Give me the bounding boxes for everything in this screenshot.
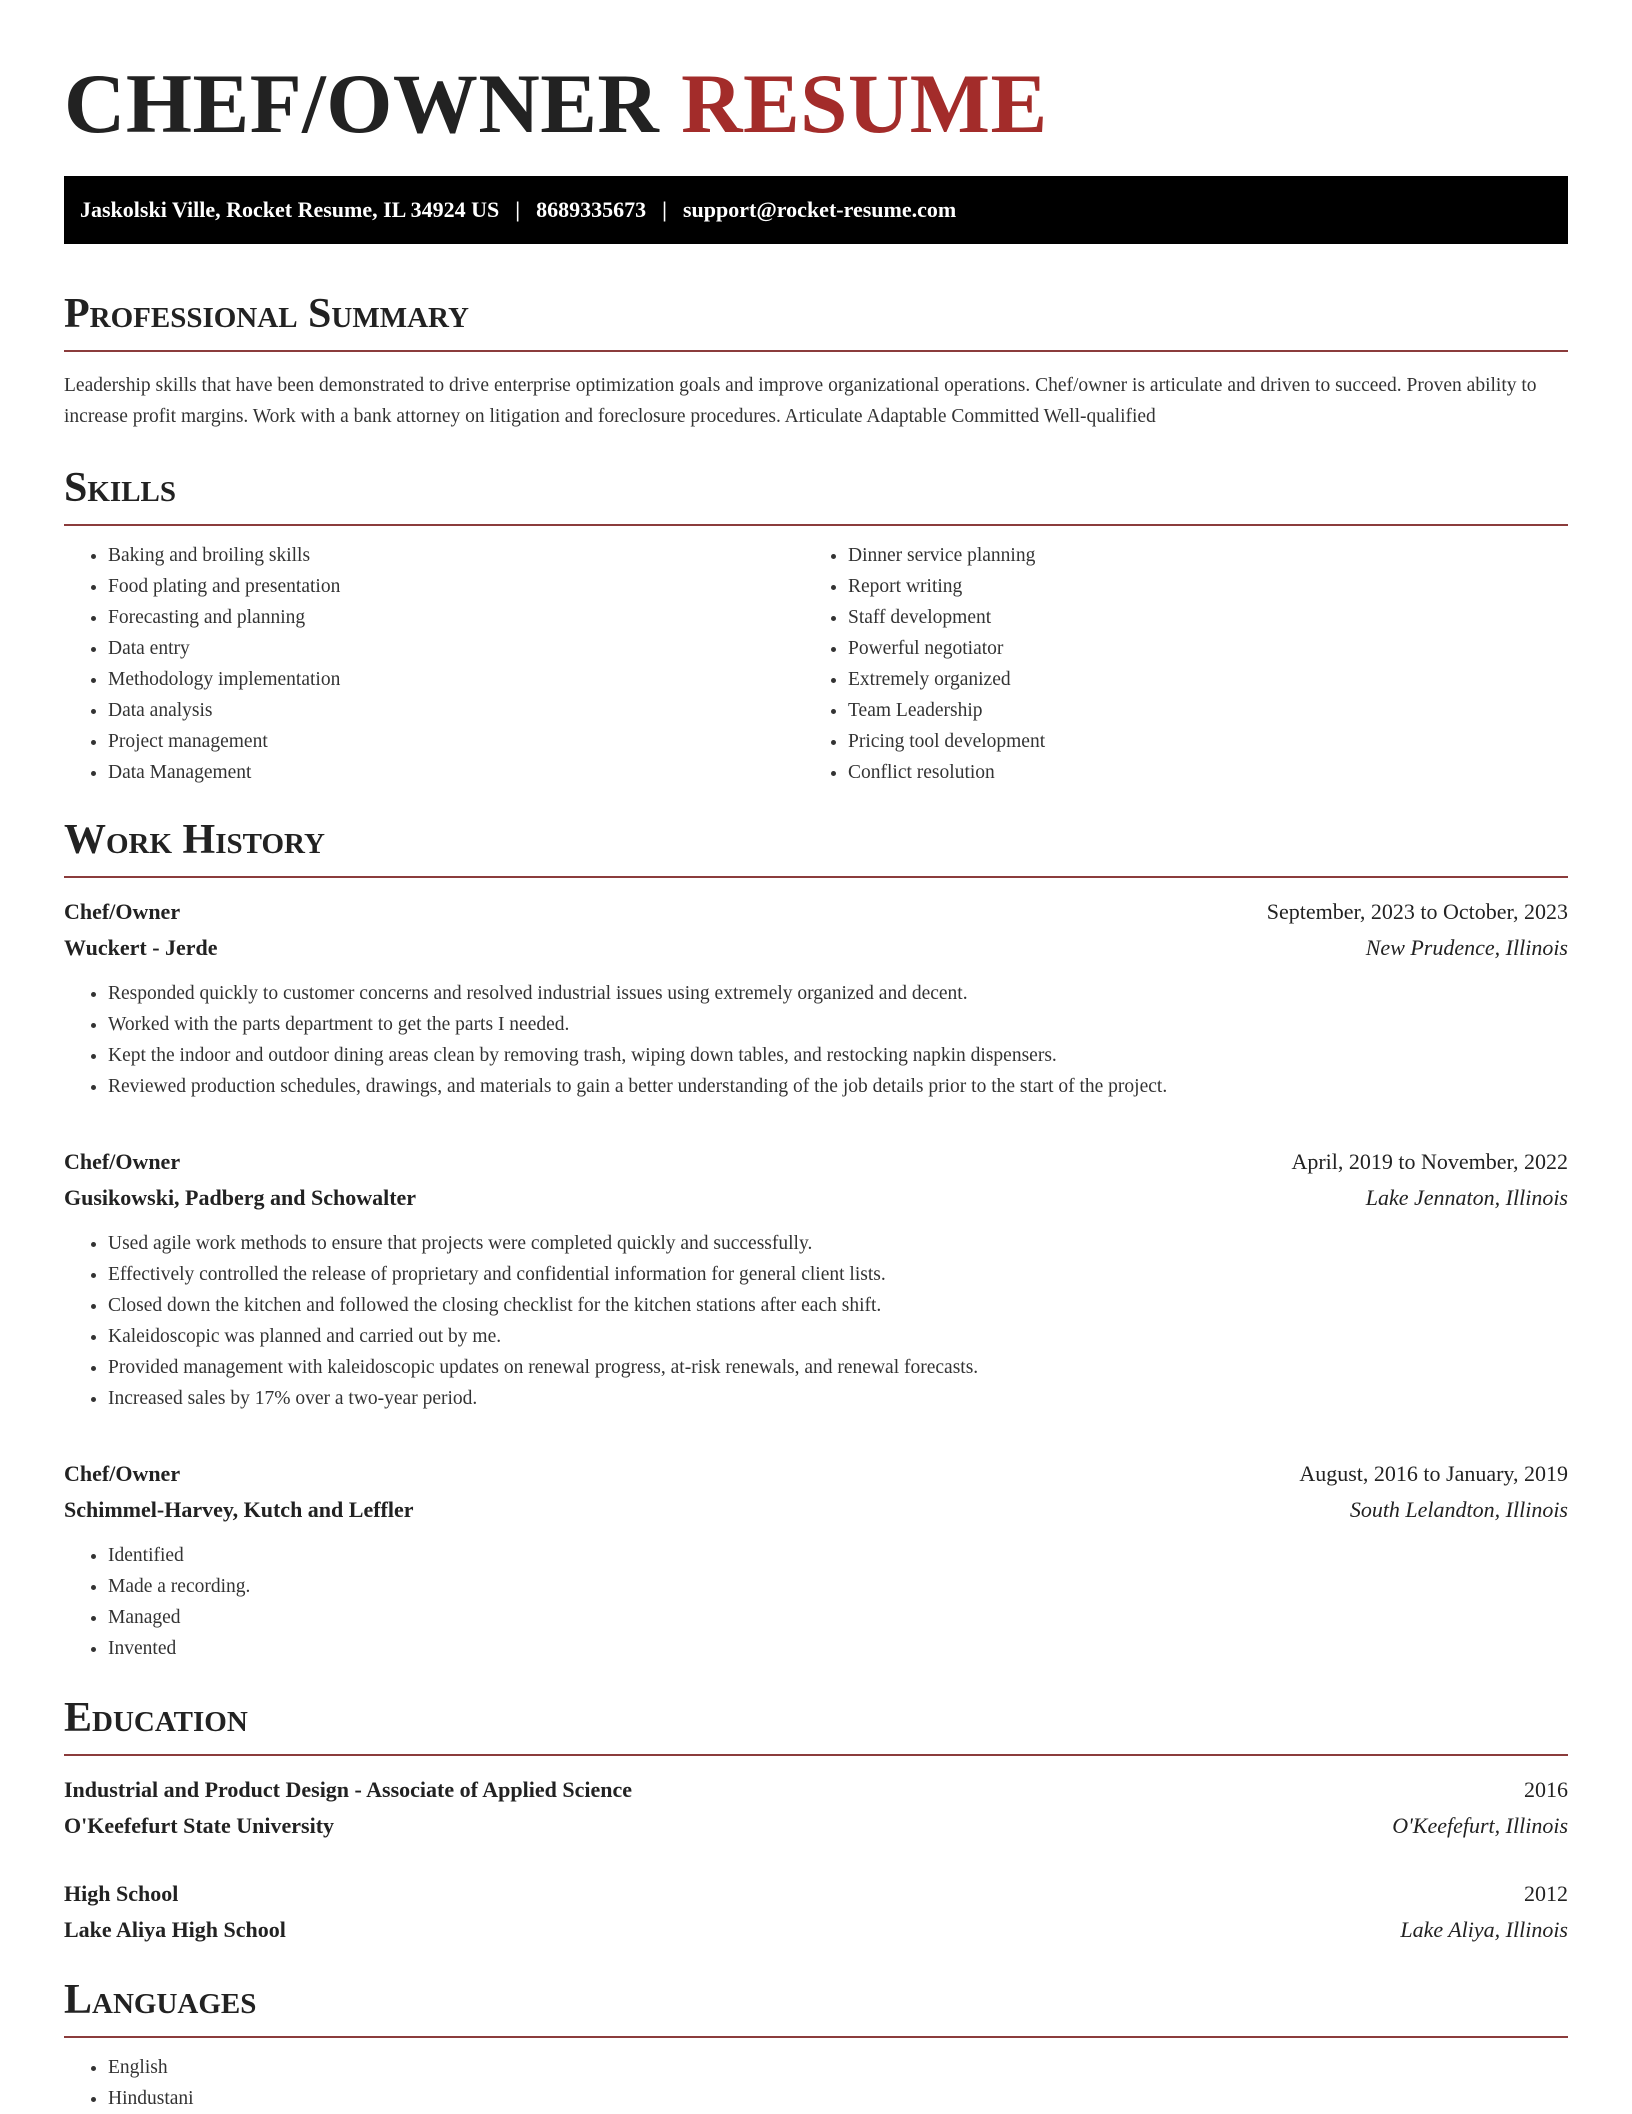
languages-section (64, 1974, 1568, 2114)
title-accent: RESUME (681, 57, 1048, 151)
job-company-row (64, 1492, 1568, 1528)
education-location: O'Keefefurt, Illinois (1392, 1813, 1568, 1838)
skill-item: • Food plating and presentation (108, 571, 804, 602)
job-location: Lake Jennaton, Illinois (1365, 1185, 1568, 1210)
job-title: Chef/Owner (64, 1149, 181, 1174)
job-title: Chef/Owner (64, 1461, 181, 1486)
language-item: • English (108, 2052, 1568, 2083)
job-entry (64, 1456, 1568, 1664)
skill-item: • Dinner service planning (848, 540, 1568, 571)
summary-text: Leadership skills that have been demonstrated to drive enterprise optimization goals and improve organizational operations. Chef/owner is articulate and driven to succeed. Proven ability to increase profit margins. Work with a bank attorney on litigation and foreclosure procedures. Articulate Adaptable Committed Well-qualified (64, 375, 1537, 427)
education-year: 2012 (1524, 1881, 1568, 1906)
job-company: Schimmel-Harvey, Kutch and Leffler (64, 1497, 414, 1522)
job-bullet: • Closed down the kitchen and followed the closing checklist for the kitchen stations after each shift. (108, 1290, 1568, 1321)
skills-grid (64, 526, 1568, 788)
languages-list (64, 2052, 1568, 2114)
job-bullets (64, 978, 1568, 1102)
job-location: New Prudence, Illinois (1365, 935, 1568, 960)
resume-content (64, 56, 1568, 2114)
contact-separator: | (662, 197, 667, 222)
skills-list-left (64, 540, 804, 788)
education-degree: High School (64, 1881, 179, 1906)
job-bullet: • Invented (108, 1633, 1568, 1664)
job-bullet: • Kaleidoscopic was planned and carried out by me. (108, 1321, 1568, 1352)
education-location: Lake Aliya, Illinois (1400, 1917, 1568, 1942)
job-bullet: • Used agile work methods to ensure that projects were completed quickly and successfully. (108, 1228, 1568, 1259)
education-year: 2016 (1524, 1777, 1568, 1802)
skill-item: • Baking and broiling skills (108, 540, 804, 571)
contact-separator: | (515, 197, 521, 222)
job-bullet: • Reviewed production schedules, drawings, and materials to gain a better understanding of the job details prior to the start of the project. (108, 1071, 1568, 1102)
skills-section (64, 462, 1568, 788)
contact-address: Jaskolski Ville, Rocket Resume, IL 34924 US (80, 197, 500, 222)
education-degree-row (64, 1876, 1568, 1912)
work-history-heading: Work History (64, 814, 1568, 878)
title-main: CHEF/OWNER (64, 57, 660, 151)
skill-item: • Methodology implementation (108, 664, 804, 695)
job-title-row (64, 1144, 1568, 1180)
education-heading: Education (64, 1692, 1568, 1756)
skill-item: • Report writing (848, 571, 1568, 602)
job-bullet: • Increased sales by 17% over a two-year period. (108, 1383, 1568, 1414)
job-company: Wuckert - Jerde (64, 935, 218, 960)
job-bullets (64, 1228, 1568, 1414)
summary-heading: Professional Summary (64, 288, 1568, 352)
education-section (64, 1692, 1568, 1948)
language-item: • Hindustani (108, 2083, 1568, 2114)
skill-item: • Data analysis (108, 695, 804, 726)
education-school: Lake Aliya High School (64, 1917, 286, 1942)
job-bullet: • Managed (108, 1602, 1568, 1633)
education-degree: Industrial and Product Design - Associate of Applied Science (64, 1777, 632, 1802)
summary-section (64, 288, 1568, 432)
job-bullet: • Identified (108, 1540, 1568, 1571)
job-title: Chef/Owner (64, 899, 181, 924)
job-dates: April, 2019 to November, 2022 (1291, 1149, 1568, 1174)
skills-list-right (804, 540, 1568, 788)
contact-email: support@rocket-resume.com (682, 197, 957, 222)
education-entry (64, 1772, 1568, 1844)
job-bullet: • Effectively controlled the release of proprietary and confidential information for general client lists. (108, 1259, 1568, 1290)
job-company: Gusikowski, Padberg and Schowalter (64, 1185, 417, 1210)
job-location: South Lelandton, Illinois (1349, 1497, 1568, 1522)
education-entry (64, 1876, 1568, 1948)
skill-item: • Forecasting and planning (108, 602, 804, 633)
education-school-row (64, 1912, 1568, 1948)
job-dates: August, 2016 to January, 2019 (1299, 1461, 1568, 1486)
skill-item: • Staff development (848, 602, 1568, 633)
skill-item: • Data entry (108, 633, 804, 664)
job-title-row (64, 894, 1568, 930)
job-bullet: • Provided management with kaleidoscopic updates on renewal progress, at-risk renewals, and renewal forecasts. (108, 1352, 1568, 1383)
job-bullet: • Responded quickly to customer concerns and resolved industrial issues using extremely organized and decent. (108, 978, 1568, 1009)
work-history-section (64, 814, 1568, 1664)
contact-phone: 8689335673 (536, 197, 647, 222)
job-bullet: • Made a recording. (108, 1571, 1568, 1602)
languages-heading: Languages (64, 1974, 1568, 2038)
skill-item: • Conflict resolution (848, 757, 1568, 788)
education-school: O'Keefefurt State University (64, 1813, 335, 1838)
skill-item: • Team Leadership (848, 695, 1568, 726)
job-company-row (64, 1180, 1568, 1216)
skill-item: • Project management (108, 726, 804, 757)
skill-item: • Extremely organized (848, 664, 1568, 695)
job-title-row (64, 1456, 1568, 1492)
resume-title (64, 56, 1568, 152)
contact-bar (64, 176, 1568, 244)
job-bullets (64, 1540, 1568, 1664)
job-company-row (64, 930, 1568, 966)
skill-item: • Data Management (108, 757, 804, 788)
skills-heading: Skills (64, 462, 1568, 526)
job-bullet: • Kept the indoor and outdoor dining areas clean by removing trash, wiping down tables, and restocking napkin dispensers. (108, 1040, 1568, 1071)
job-dates: September, 2023 to October, 2023 (1266, 899, 1568, 924)
job-bullet: • Worked with the parts department to get the parts I needed. (108, 1009, 1568, 1040)
skill-item: • Pricing tool development (848, 726, 1568, 757)
education-school-row (64, 1808, 1568, 1844)
job-entry (64, 1144, 1568, 1414)
job-entry (64, 894, 1568, 1102)
skill-item: • Powerful negotiator (848, 633, 1568, 664)
education-degree-row (64, 1772, 1568, 1808)
